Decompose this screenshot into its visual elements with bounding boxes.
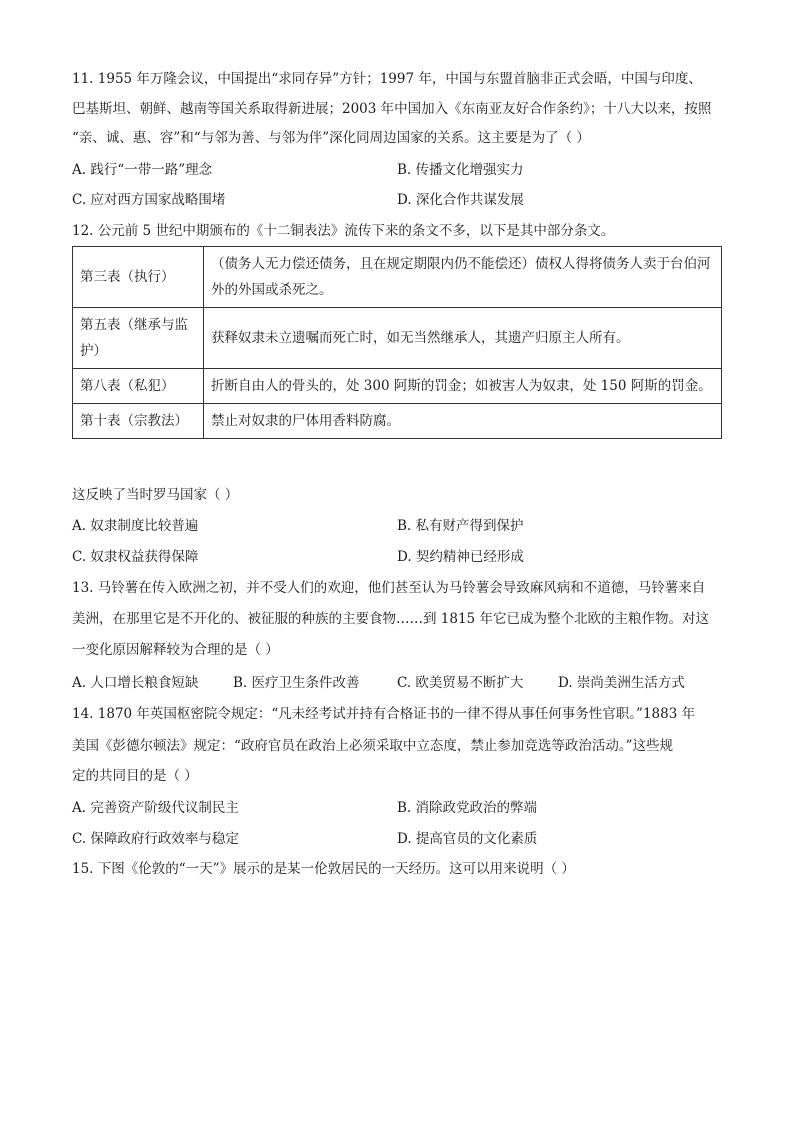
q14-option-d[interactable]: D. 提高官员的文化素质: [397, 831, 538, 847]
table-name-cell: 第三表（执行）: [73, 247, 204, 308]
table-name-cell: 第十表（宗教法）: [73, 404, 204, 439]
table-row: [73, 404, 722, 439]
q13-stem-line-2: 美洲，在那里它是不开化的、被征服的种族的主要食物……到 1815 年它已成为整个北欧的主粮作物。对这: [72, 611, 709, 627]
table-text-cell: 获释奴隶未立遗嘱而死亡时，如无当然继承人，其遗产归原主人所有。: [204, 308, 722, 369]
q12-option-b[interactable]: B. 私有财产得到保护: [397, 518, 524, 534]
table-row: [73, 308, 722, 369]
q12-stem: 12. 公元前 5 世纪中期颁布的《十二铜表法》流传下来的条文不多，以下是其中部分条文。: [72, 223, 615, 239]
q11-stem-line-3: “亲、诚、惠、容”和“与邻为善、与邻为伴”深化同周边国家的关系。这主要是为了（ ）: [72, 130, 590, 146]
q13-option-c[interactable]: C. 欧美贸易不断扩大: [397, 675, 524, 691]
table-name-cell: 第五表（继承与监护）: [73, 308, 204, 369]
q12-question: 这反映了当时罗马国家（ ）: [72, 487, 239, 503]
table-row: [73, 369, 722, 404]
q13-stem-line-1: 13. 马铃薯在传入欧洲之初，并不受人们的欢迎，他们甚至认为马铃薯会导致麻风病和不道德，马铃薯来自: [72, 580, 706, 596]
q12-option-c[interactable]: C. 奴隶权益获得保障: [72, 549, 199, 565]
twelve-tables-table: [72, 246, 722, 439]
q13-option-b[interactable]: B. 医疗卫生条件改善: [233, 675, 360, 691]
q11-stem-line-2: 巴基斯坦、朝鲜、越南等国关系取得新进展；2003 年中国加入《东南亚友好合作条约》；十八大以来，按照: [72, 101, 712, 117]
table-text-cell: （债务人无力偿还债务，且在规定期限内仍不能偿还）债权人得将债务人卖于台伯河外的外国或杀死之。: [204, 247, 722, 308]
table-row: [73, 247, 722, 308]
q11-option-a[interactable]: A. 践行“一带一路”理念: [72, 162, 213, 178]
q14-option-b[interactable]: B. 消除政党政治的弊端: [397, 800, 538, 816]
q11-option-d[interactable]: D. 深化合作共谋发展: [397, 192, 524, 208]
q14-option-c[interactable]: C. 保障政府行政效率与稳定: [72, 831, 239, 847]
q13-option-d[interactable]: D. 崇尚美洲生活方式: [558, 675, 685, 691]
q14-stem-line-1: 14. 1870 年英国枢密院令规定：“凡未经考试并持有合格证书的一律不得从事任何事务性官职。”1883 年: [72, 706, 696, 722]
q14-option-a[interactable]: A. 完善资产阶级代议制民主: [72, 800, 239, 816]
q11-stem-line-1: 11. 1955 年万隆会议，中国提出“求同存异”方针；1997 年，中国与东盟首脑非正式会晤，中国与印度、: [72, 71, 702, 87]
q11-option-b[interactable]: B. 传播文化增强实力: [397, 162, 524, 178]
table-name-cell: 第八表（私犯）: [73, 369, 204, 404]
q12-option-a[interactable]: A. 奴隶制度比较普遍: [72, 518, 199, 534]
q13-stem-line-3: 一变化原因解释较为合理的是（ ）: [72, 642, 279, 658]
table-text-cell: 折断自由人的骨头的，处 300 阿斯的罚金；如被害人为奴隶，处 150 阿斯的罚金。: [204, 369, 722, 404]
q14-stem-line-2: 美国《彭德尔顿法》规定：“政府官员在政治上必须采取中立态度，禁止参加竞选等政治活动。”这些规: [72, 738, 674, 754]
q14-stem-line-3: 定的共同目的是（ ）: [72, 768, 198, 784]
q12-option-d[interactable]: D. 契约精神已经形成: [397, 549, 524, 565]
q15-stem: 15. 下图《伦敦的“一天”》展示的是某一伦敦居民的一天经历。这可以用来说明（ ）: [72, 861, 575, 877]
q13-option-a[interactable]: A. 人口增长粮食短缺: [72, 675, 199, 691]
q11-option-c[interactable]: C. 应对西方国家战略围堵: [72, 192, 226, 208]
table-text-cell: 禁止对奴隶的尸体用香料防腐。: [204, 404, 722, 439]
